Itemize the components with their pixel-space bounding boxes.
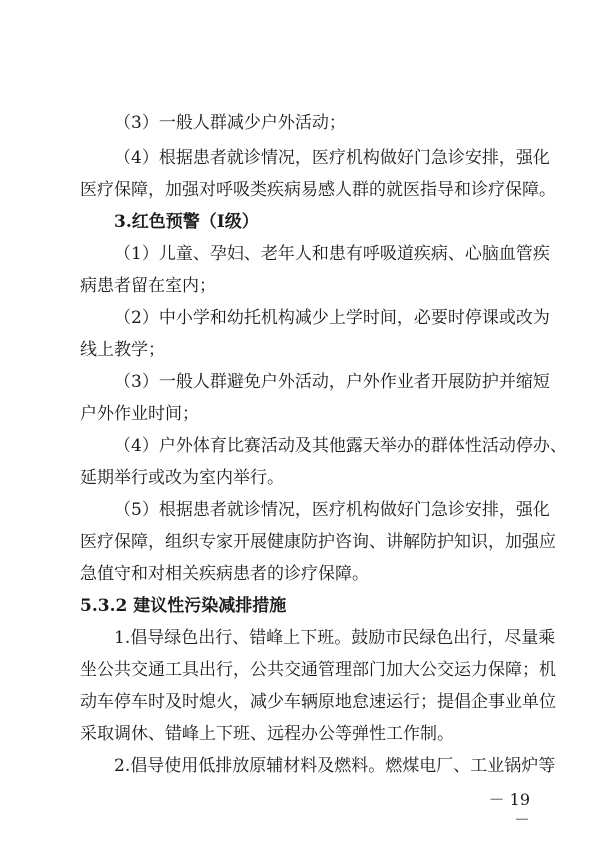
- paragraph-line: （1）儿童、孕妇、老年人和患有呼吸道疾病、心脑血管疾: [114, 244, 550, 264]
- paragraph-line: （4）户外体育比赛活动及其他露天举办的群体性活动停办、: [114, 436, 567, 456]
- paragraph-line: 动车停车时及时熄火，减少车辆原地怠速运行；提倡企事业单位: [80, 692, 556, 712]
- section-heading: 3.红色预警（I级）: [114, 212, 259, 232]
- paragraph-line: 采取调休、错峰上下班、远程办公等弹性工作制。: [80, 724, 454, 744]
- paragraph-line: 急值守和对相关疾病患者的诊疗保障。: [80, 564, 369, 584]
- page-number: － 19 －: [488, 790, 530, 829]
- paragraph-line: 2.倡导使用低排放原辅材料及燃料。燃煤电厂、工业锅炉等: [114, 756, 556, 776]
- paragraph-line: 1.倡导绿色出行、错峰上下班。鼓励市民绿色出行，尽量乘: [114, 628, 556, 648]
- paragraph-line: 坐公共交通工具出行，公共交通管理部门加大公交运力保障；机: [80, 660, 556, 680]
- paragraph-line: 医疗保障，组织专家开展健康防护咨询、讲解防护知识，加强应: [80, 532, 556, 552]
- paragraph-line: 延期举行或改为室内举行。: [80, 468, 284, 488]
- paragraph-line: （3）一般人群避免户外活动，户外作业者开展防护并缩短: [114, 372, 550, 392]
- paragraph-line: 线上教学；: [80, 340, 165, 360]
- section-heading: 5.3.2 建议性污染减排措施: [80, 596, 287, 616]
- paragraph-line: 医疗保障，加强对呼吸类疾病易感人群的就医指导和诊疗保障。: [80, 180, 556, 200]
- paragraph-line: 病患者留在室内；: [80, 276, 216, 296]
- paragraph-line: （2）中小学和幼托机构减少上学时间，必要时停课或改为: [114, 308, 550, 328]
- paragraph-line: 户外作业时间；: [80, 404, 199, 424]
- paragraph-line: （3）一般人群减少户外活动；: [114, 113, 346, 133]
- paragraph-line: （4）根据患者就诊情况，医疗机构做好门急诊安排，强化: [114, 148, 550, 168]
- paragraph-line: （5）根据患者就诊情况，医疗机构做好门急诊安排，强化: [114, 500, 550, 520]
